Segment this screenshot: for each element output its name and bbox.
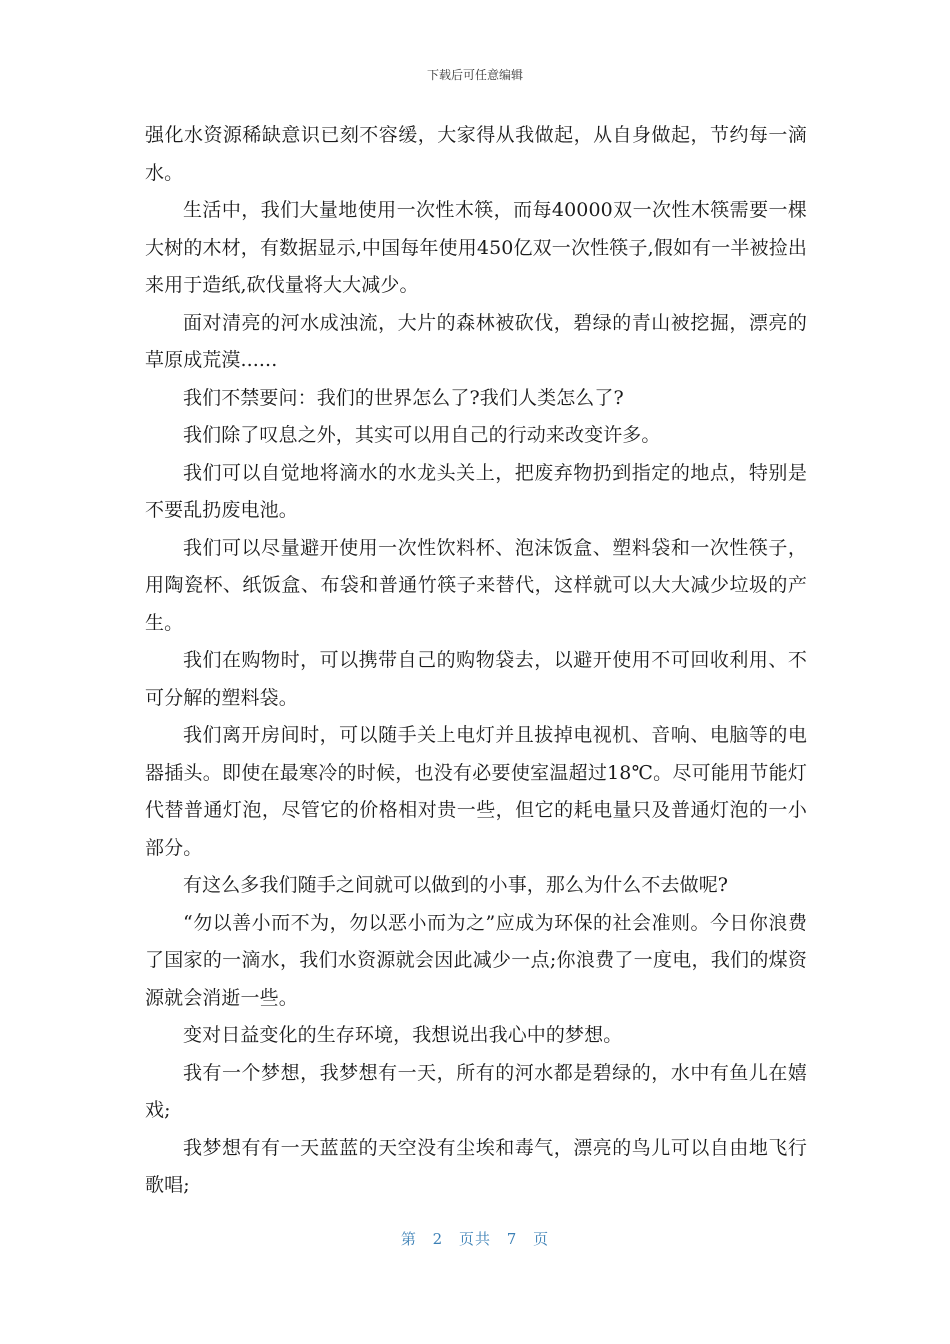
paragraph: 我有一个梦想，我梦想有一天，所有的河水都是碧绿的，水中有鱼儿在嬉戏; xyxy=(145,1061,807,1121)
paragraph: 我们离开房间时，可以随手关上电灯并且拔掉电视机、音响、电脑等的电器插头。即使在最寒冷的时候，也没有必要使室温超过18℃。尽可能用节能灯代替普通灯泡，尽管它的价格相对贵一些，但它的耗电量只及普通灯泡的一小部分。 xyxy=(145,724,807,859)
page-number-footer: 第 2 页共 7 页 xyxy=(400,1230,550,1248)
paragraph: 我们可以尽量避开使用一次性饮料杯、泡沫饭盒、塑料袋和一次性筷子，用陶瓷杯、纸饭盒、布袋和普通竹筷子来替代，这样就可以大大减少垃圾的产生。 xyxy=(145,536,807,634)
paragraph: 我们不禁要问：我们的世界怎么了?我们人类怎么了? xyxy=(183,386,624,409)
paragraph: 我们在购物时，可以携带自己的购物袋去，以避开使用不可回收利用、不可分解的塑料袋。 xyxy=(145,649,807,709)
paragraph: 强化水资源稀缺意识已刻不容缓，大家得从我做起，从自身做起，节约每一滴水。 xyxy=(145,124,807,184)
document-body xyxy=(145,117,807,1205)
paragraph: 有这么多我们随手之间就可以做到的小事，那么为什么不去做呢? xyxy=(183,874,729,896)
paragraph: 生活中，我们大量地使用一次性木筷，而每40000双一次性木筷需要一棵大树的木材，有数据显示,中国每年使用450亿双一次性筷子,假如有一半被捡出来用于造纸,砍伐量将大大减少。 xyxy=(145,199,807,296)
paragraph: 面对清亮的河水成浊流，大片的森林被砍伐，碧绿的青山被挖掘，漂亮的草原成荒漠...... xyxy=(145,311,807,371)
paragraph: 我们除了叹息之外，其实可以用自己的行动来改变许多。 xyxy=(183,424,661,446)
paragraph: “勿以善小而不为，勿以恶小而为之”应成为环保的社会准则。今日你浪费了国家的一滴水，我们水资源就会因此减少一点;你浪费了一度电，我们的煤资源就会消逝一些。 xyxy=(145,911,807,1009)
page-header: 下载后可任意编辑 xyxy=(426,68,523,82)
paragraph: 我们可以自觉地将滴水的水龙头关上，把废弃物扔到指定的地点，特别是不要乱扔废电池。 xyxy=(145,461,807,521)
paragraph: 变对日益变化的生存环境，我想说出我心中的梦想。 xyxy=(183,1024,623,1046)
paragraph: 我梦想有有一天蓝蓝的天空没有尘埃和毒气，漂亮的鸟儿可以自由地飞行歌唱; xyxy=(145,1136,807,1196)
